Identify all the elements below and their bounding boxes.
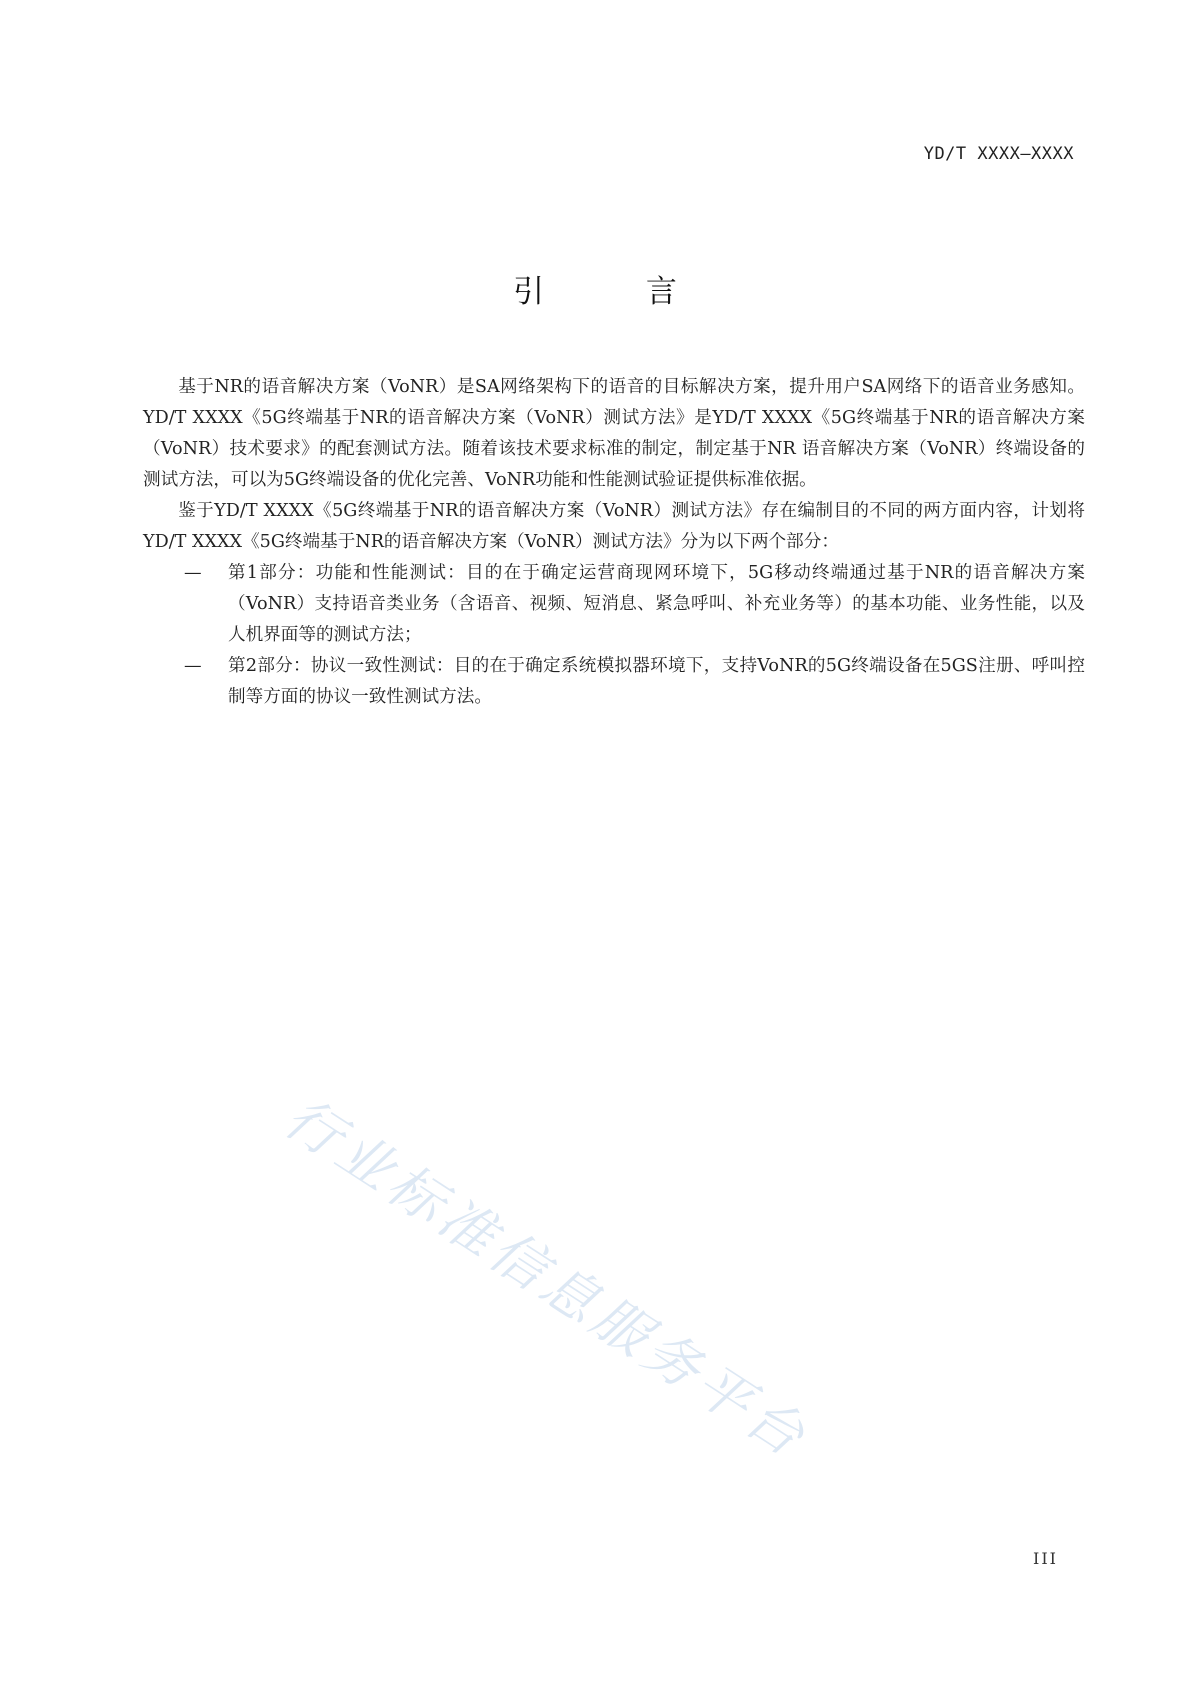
document-body [143,372,1085,713]
list-item-text: 第1部分：功能和性能测试：目的在于确定运营商现网环境下，5G移动终端通过基于NR的语音解决方案（VoNR）支持语音类业务（含语音、视频、短消息、紧急呼叫、补充业务等）的基本功能、业务性能，以及人机界面等的测试方法； [228,563,1085,645]
page-number: III [1033,1549,1058,1568]
paragraph-1: 基于NR的语音解决方案（VoNR）是SA网络架构下的语音的目标解决方案，提升用户SA网络下的语音业务感知。YD/T XXXX《5G终端基于NR的语音解决方案（VoNR）测试方法》是YD/T XXXX《5G终端基于NR的语音解决方案（VoNR）技术要求》的配套测试方法。随着该技术要求标准的制定，制定基于NR 语音解决方案（VoNR）终端设备的测试方法，可以为5G终端设备的优化完善、VoNR功能和性能测试验证提供标准依据。 [143,377,1085,490]
paragraph-2: 鉴于YD/T XXXX《5G终端基于NR的语音解决方案（VoNR）测试方法》存在编制目的不同的两方面内容，计划将YD/T XXXX《5G终端基于NR的语音解决方案（VoNR）测试方法》分为以下两个部分： [143,501,1085,552]
dash-bullet: — [184,563,202,583]
list-item-text: 第2部分：协议一致性测试：目的在于确定系统模拟器环境下，支持VoNR的5G终端设备在5GS注册、呼叫控制等方面的协议一致性测试方法。 [228,656,1085,707]
document-code: YD/T XXXX—XXXX [923,144,1074,164]
dash-bullet: — [184,656,202,676]
page-title: 引 言 [513,274,723,310]
list-item [143,558,1085,651]
list-item [143,651,1085,713]
watermark: 行业标准信息服务平台 [273,1085,821,1471]
parts-list [143,558,1085,713]
